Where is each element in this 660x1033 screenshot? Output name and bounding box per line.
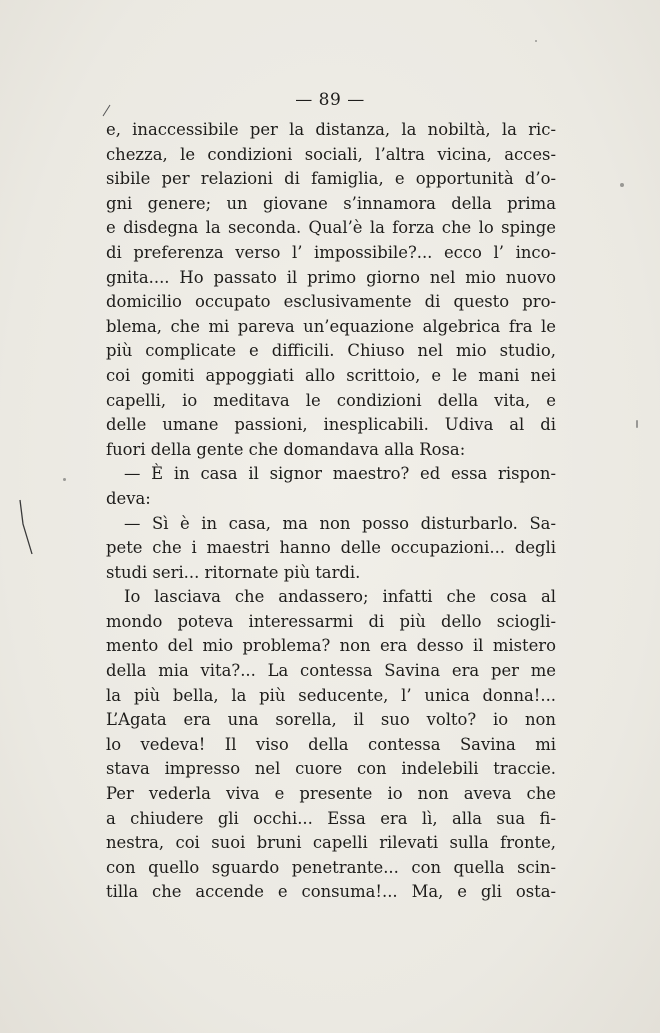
- margin-pencil-mark: [14, 498, 38, 558]
- text-line: la più bella, la più seducente, l’ unica donna!...: [106, 685, 556, 705]
- text-line: — È in casa il signor maestro? ed essa rispon-: [124, 464, 556, 484]
- text-line: più complicate e difficili. Chiuso nel mio studio,: [106, 341, 556, 361]
- paper-speck: [620, 183, 624, 187]
- body-text: [106, 118, 556, 905]
- page-number: — 89 —: [295, 90, 365, 110]
- text-line: sibile per relazioni di famiglia, e opportunità d’o-: [106, 169, 556, 189]
- text-line: gni genere; un giovane s’innamora della prima: [106, 193, 556, 213]
- text-line: tilla che accende e consuma!... Ma, e gli osta-: [106, 882, 556, 902]
- text-line: — Sì è in casa, ma non posso disturbarlo. Sa-: [124, 513, 556, 533]
- text-line: Io lasciava che andassero; infatti che cosa al: [124, 587, 556, 607]
- text-line: con quello sguardo penetrante... con quella scin-: [106, 857, 556, 877]
- text-line: fuori della gente che domandava alla Rosa:: [106, 439, 466, 459]
- paper-speck: [63, 478, 66, 481]
- text-line: gnita.... Ho passato il primo giorno nel mio nuovo: [106, 267, 556, 287]
- text-line: Per vederla viva e presente io non aveva che: [106, 784, 556, 804]
- text-line: della mia vita?... La contessa Savina era per me: [106, 661, 556, 681]
- text-line: capelli, io meditava le condizioni della vita, e: [106, 390, 556, 410]
- text-line: delle umane passioni, inesplicabili. Udiva al di: [106, 415, 556, 435]
- text-line: stava impresso nel cuore con indelebili traccie.: [106, 759, 556, 779]
- text-line: coi gomiti appoggiati allo scrittoio, e le mani nei: [106, 365, 556, 385]
- text-line: chezza, le condizioni sociali, l’altra vicina, acces-: [106, 144, 556, 164]
- text-line: blema, che mi pareva un’equazione algebrica fra le: [106, 316, 556, 336]
- pencil-tick-mark: [100, 104, 112, 118]
- text-line: lo vedeva! Il viso della contessa Savina mi: [106, 734, 556, 754]
- text-line: mento del mio problema? non era desso il mistero: [106, 636, 556, 656]
- text-line: pete che i maestri hanno delle occupazioni... degli: [106, 538, 556, 558]
- text-line: domicilio occupato esclusivamente di questo pro-: [106, 292, 556, 312]
- text-line: deva:: [106, 488, 151, 508]
- text-line: a chiudere gli occhi... Essa era lì, alla sua fi-: [106, 808, 556, 828]
- text-line: e disdegna la seconda. Qual’è la forza che lo spinge: [106, 218, 556, 238]
- paper-speck: [636, 420, 638, 428]
- text-line: di preferenza verso l’ impossibile?... ecco l’ inco-: [106, 242, 556, 262]
- text-line: e, inaccessibile per la distanza, la nobiltà, la ric-: [106, 120, 556, 139]
- paper-speck: [535, 40, 537, 42]
- text-line: L’Agata era una sorella, il suo volto? io non: [106, 710, 556, 730]
- text-line: mondo poteva interessarmi di più dello sciogli-: [106, 611, 556, 631]
- text-line: studi seri... ritornate più tardi.: [106, 562, 361, 582]
- text-line: nestra, coi suoi bruni capelli rilevati sulla fronte,: [106, 833, 556, 853]
